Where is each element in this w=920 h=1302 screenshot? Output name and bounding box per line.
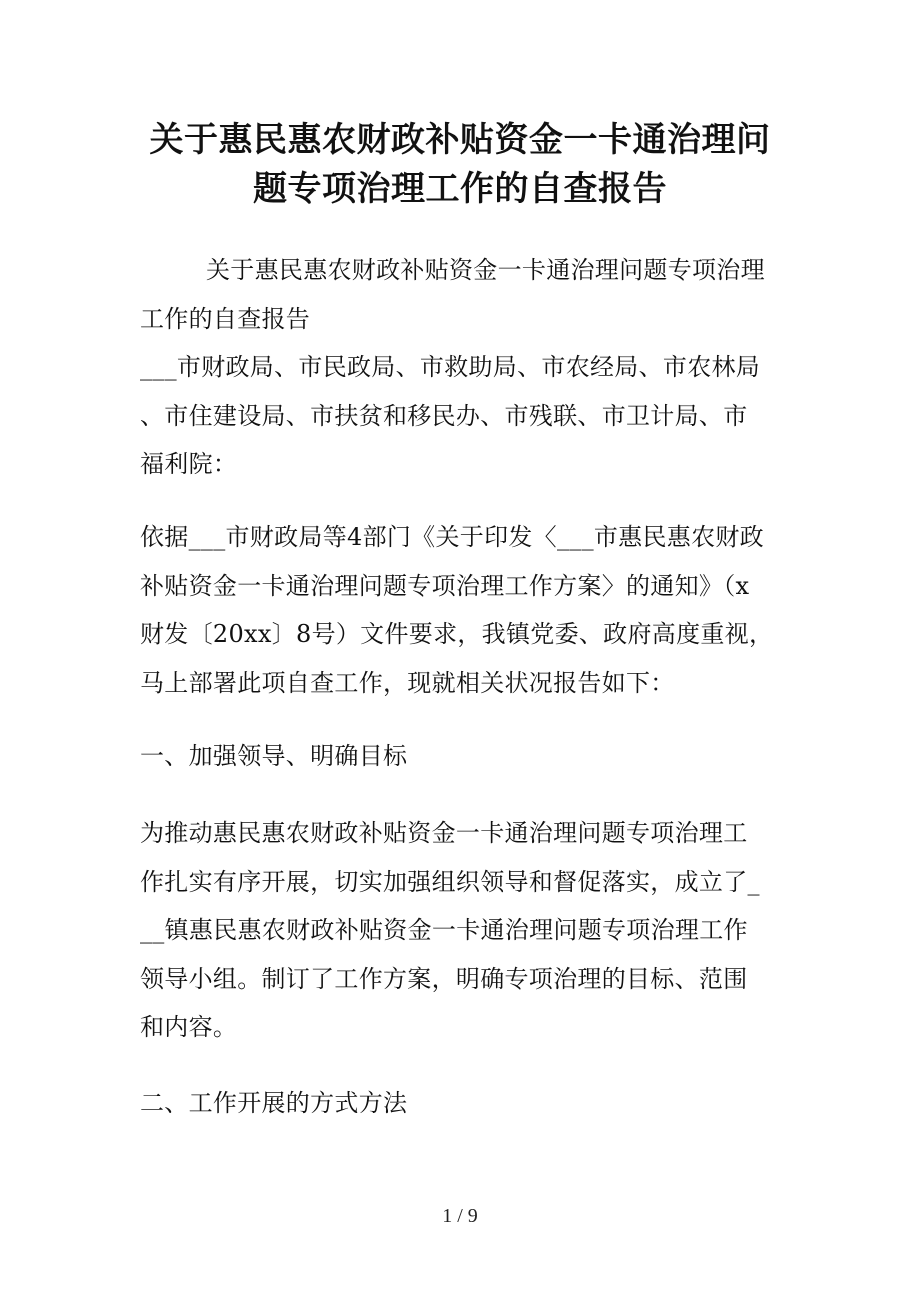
document-title [120,112,800,209]
basis-paragraph [140,513,780,707]
text-line: 工作的自查报告 [140,304,311,333]
leadership-paragraph [140,809,780,1052]
text-line: 补贴资金一卡通治理问题专项治理工作方案〉的通知》（x [140,571,750,600]
text-line: 和内容。 [140,1013,238,1042]
text-line: 作扎实有序开展，切实加强组织领导和督促落实，成立了_ [140,867,760,896]
section-heading-1 [140,732,780,781]
text-line: ___市财政局、市民政局、市救助局、市农经局、市农林局 [140,353,761,381]
text-line: 马上部署此项自查工作，现就相关状况报告如下： [140,668,675,697]
text-line: __镇惠民惠农财政补贴资金一卡通治理问题专项治理工作 [140,916,748,945]
intro-paragraph [140,246,780,343]
title-line: 题专项治理工作的自查报告 [253,168,667,209]
section-heading-2 [140,1079,780,1128]
addressee-paragraph [140,343,780,489]
text-line: 关于惠民惠农财政补贴资金一卡通治理问题专项治理 [206,256,765,284]
section-heading-text: 一、加强领导、明确目标 [140,742,408,770]
text-line: 福利院： [140,450,238,479]
text-line: 为推动惠民惠农财政补贴资金一卡通治理问题专项治理工 [140,819,748,847]
text-line: 领导小组。制订了工作方案，明确专项治理的目标、范围 [140,964,748,993]
title-line: 关于惠民惠农财政补贴资金一卡通治理问 [149,120,771,160]
text-line: 财发〔20xx〕8号）文件要求，我镇党委、政府高度重视， [140,620,774,649]
text-line: 依据___市财政局等4部门《关于印发〈___市惠民惠农财政 [140,523,764,551]
text-line: 、市住建设局、市扶贫和移民办、市残联、市卫计局、市 [140,401,748,430]
section-heading-text: 二、工作开展的方式方法 [140,1089,408,1117]
page-number: 1 / 9 [442,1205,478,1227]
